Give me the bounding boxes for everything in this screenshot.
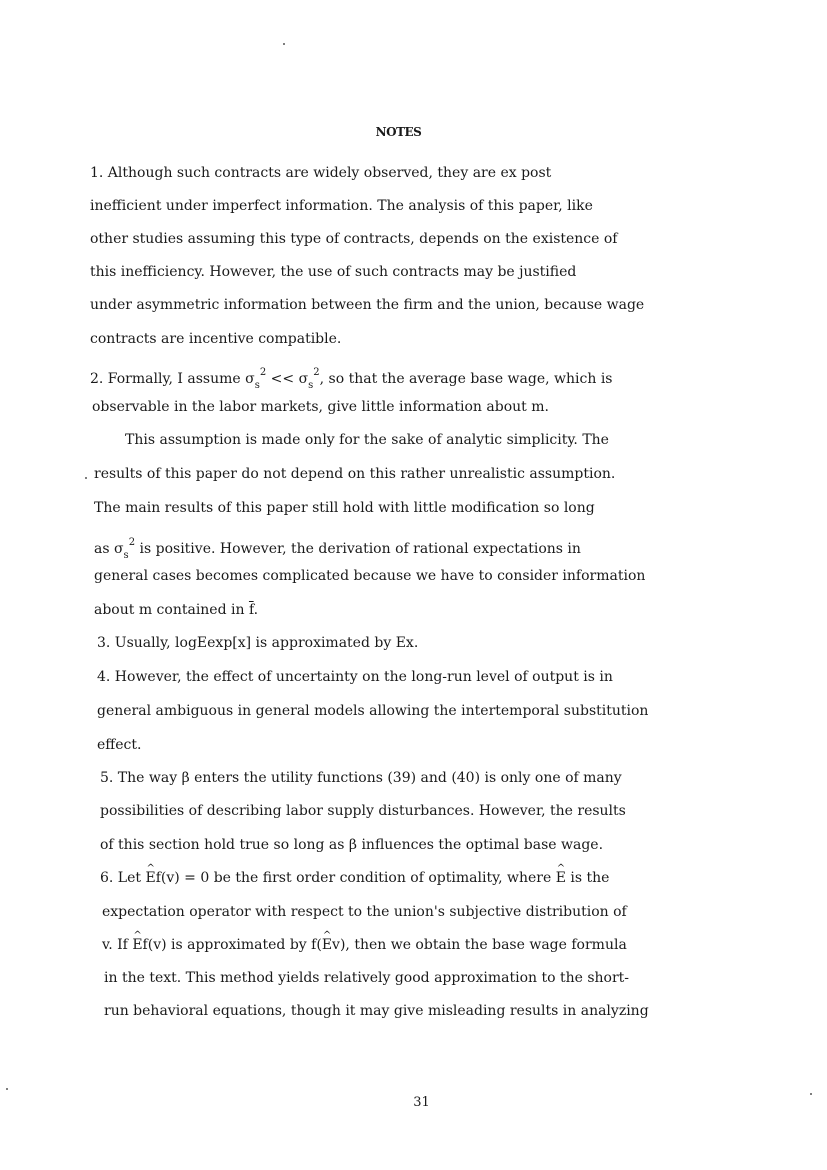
e-hat-symbol: ^ E	[145, 869, 155, 887]
scan-speck	[283, 43, 285, 45]
note-line: 1. Although such contracts are widely observed, they are ex post	[90, 165, 552, 181]
note-line: contracts are incentive compatible.	[90, 331, 342, 347]
e-hat-symbol: ^ E	[132, 936, 142, 954]
text-run: 2. Formally, I assume σ	[90, 371, 255, 387]
text-run: v), then we obtain the base wage formula	[332, 937, 627, 953]
note-line: this inefficiency. However, the use of such contracts may be justified	[90, 264, 577, 280]
note-line: 3. Usually, logEexp[x] is approximated by Ex.	[97, 635, 419, 651]
text-run: 6. Let	[100, 870, 146, 886]
text-run: is positive. However, the derivation of rational expectations in	[135, 541, 581, 557]
note-line-formula	[102, 936, 627, 954]
note-line: expectation operator with respect to the union's subjective distribution of	[102, 904, 627, 920]
subscript: s	[254, 380, 260, 391]
superscript: 2	[128, 537, 136, 548]
note-line: of this section hold true so long as β influences the optimal base wage.	[100, 837, 604, 853]
note-line-formula	[100, 869, 609, 887]
e-hat-symbol: ^ E	[556, 869, 566, 887]
superscript: 2	[313, 367, 320, 378]
note-line: observable in the labor markets, give little information about m.	[92, 399, 549, 415]
subscript: s	[123, 550, 129, 561]
text-run: .	[253, 602, 259, 618]
e-hat-symbol: ^ E	[322, 936, 332, 954]
note-line: general ambiguous in general models allowing the intertemporal substitution	[97, 703, 649, 719]
note-line: under asymmetric information between the firm and the union, because wage	[90, 297, 645, 313]
note-line-formula	[94, 534, 581, 565]
note-line-formula	[90, 364, 612, 395]
note-line: The main results of this paper still hold with little modification so long	[94, 500, 595, 516]
note-line: possibilities of describing labor supply disturbances. However, the results	[100, 803, 626, 819]
text-run: << σ	[266, 371, 309, 387]
note-line: 4. However, the effect of uncertainty on the long-run level of output is in	[97, 669, 613, 685]
note-line: effect.	[97, 737, 142, 753]
text-run: about m contained in	[94, 602, 249, 618]
note-line: in the text. This method yields relatively good approximation to the short-	[104, 970, 630, 986]
text-run: as σ	[94, 541, 124, 557]
page-number: 31	[413, 1095, 430, 1110]
note-line: other studies assuming this type of contracts, depends on the existence of	[90, 231, 618, 247]
text-run: f(v) = 0 be the first order condition of optimality, where	[155, 870, 556, 886]
note-line: inefficient under imperfect information. The analysis of this paper, like	[90, 198, 593, 214]
note-line: general cases becomes complicated because we have to consider information	[94, 568, 646, 584]
note-line	[94, 601, 258, 619]
text-run: is the	[565, 870, 610, 886]
note-line: results of this paper do not depend on this rather unrealistic assumption.	[94, 466, 616, 482]
note-line: 5. The way β enters the utility functions (39) and (40) is only one of many	[100, 770, 622, 786]
text-run: v. If	[102, 937, 133, 953]
f-bar-symbol: $\overline{f}$	[248, 602, 254, 618]
text-run: f(v) is approximated by f(	[142, 937, 322, 953]
subscript: s	[308, 380, 314, 391]
scan-speck	[6, 1088, 8, 1090]
note-line: run behavioral equations, though it may give misleading results in analyzing	[104, 1003, 649, 1019]
notes-heading: NOTES	[375, 125, 422, 139]
text-run: , so that the average base wage, which is	[319, 371, 613, 387]
note-line: This assumption is made only for the sake of analytic simplicity. The	[125, 432, 609, 448]
scan-speck	[85, 477, 87, 479]
superscript: 2	[259, 367, 267, 378]
